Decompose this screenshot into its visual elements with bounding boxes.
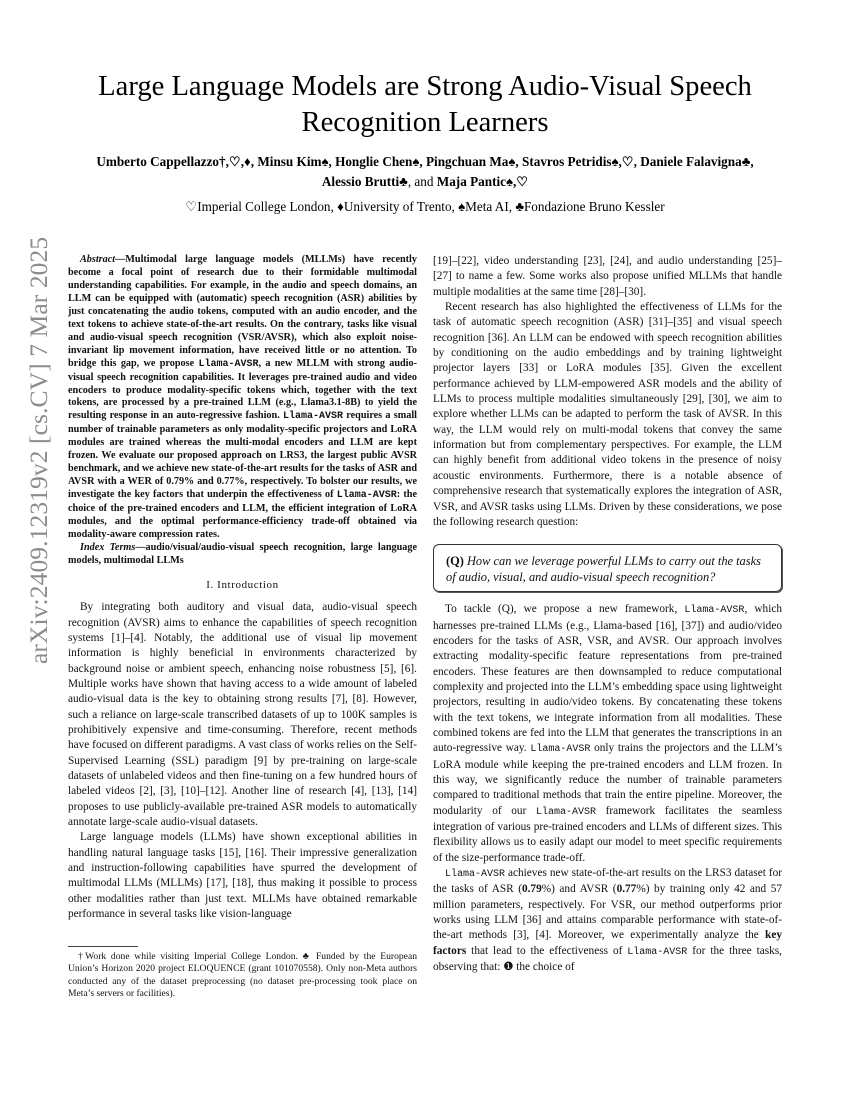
arxiv-stamp-sidebar xyxy=(18,236,60,664)
index-terms xyxy=(68,542,417,568)
abstract-label: Abstract xyxy=(80,254,116,265)
p5-text-e: %) by training only 42 and 57 million parameters, respectively. For VSR, our method outperforms prior works using LLM [36] and attains comparable performance with state-of-the-art methods [3], [4]. Moreover, we experimentally analyze the xyxy=(433,883,782,942)
paper-title: Large Language Models are Strong Audio-Visual Speech Recognition Learners xyxy=(98,71,752,138)
affiliations: ♡Imperial College London, ♦University of Trento, ♠Meta AI, ♣Fondazione Bruno Kessler xyxy=(185,199,665,214)
intro-paragraph-3: Recent research has also highlighted the effectiveness of LLMs for the task of automatic speech recognition (ASR) [31]–[35] and visual speech recognition [36]. An LLM can be endowed with speech recognition abilities by conditioning on the audio embeddings and by training lightweight projector layers [33] or LoRA modules [35]. Given the excellent performance achieved by LLM-empowered ASR models and the ability of LLMs to process multiple modalities simultaneously [29], [30], we aim to explore whether LLMs can be adapted to perform the task of AVSR. In this way, the LLM would rely on multi-modal tokens that convey the same information but from complementary perspectives. For example, the LLM can highly benefit from additional video tokens in the presence of noisy acoustic environments. Furthermore, there is a notable absence of comprehensive research that systematically explores the integration of ASR, VSR, and AVSR tasks using LLMs. Driven by these considerations, we pose the following research question: xyxy=(433,301,782,528)
right-column xyxy=(433,254,782,975)
p5-code-2: Llama-AVSR xyxy=(627,946,688,958)
question-text: How can we leverage powerful LLMs to carry out the tasks of audio, visual, and audio-visual speech recognition? xyxy=(446,554,761,585)
question-label: (Q) xyxy=(446,554,464,569)
research-question-box xyxy=(433,544,782,592)
index-terms-label: Index Terms xyxy=(80,541,136,553)
p5-text-h: for the three tasks, observing that: ❶ the choice of xyxy=(433,944,783,974)
footnote xyxy=(68,951,417,1000)
abstract-text-3: requires a small number of trainable parameters as only modality-specific projectors and LoRA modules are trained whereas the multi-modal encoders and LLM are kept frozen. We evaluate our proposed approach on LRS3, the largest public AVSR benchmark, and we achieve new state-of-the-art results for the tasks of ASR and AVSR with a WER of 0.79% and 0.77%, respectively. To bolster our results, we investigate the key factors that underpin the effectiveness of xyxy=(68,410,417,501)
arxiv-identifier: arXiv:2409.12319v2 [cs.CV] 7 Mar 2025 xyxy=(24,236,53,664)
section-heading: I. Introduction xyxy=(206,578,279,591)
abstract-code-3: Llama-AVSR xyxy=(336,490,397,502)
p4-code-1: Llama-AVSR xyxy=(684,605,745,617)
intro-paragraph-continued: [19]–[22], video understanding [23], [24], and audio understanding [25]–[27] to name a few. Some works also propose unified MLLMs that handle multiple modalities at the same time [28]–[30]. xyxy=(433,255,782,298)
p4-text-a: To tackle (Q), we propose a new framework, xyxy=(445,603,685,616)
footnote-text: †Work done while visiting Imperial College London. ♣ Funded by the European Union’s Horizon 2020 project ELOQUENCE (grant 101070558). Only non-Meta authors conducted any of the dataset preprocessing (no dataset pre-processing took place on Meta’s servers or facilities). xyxy=(68,951,417,999)
p4-code-2: Llama-AVSR xyxy=(530,744,591,756)
p4-code-3: Llama-AVSR xyxy=(535,806,596,818)
p5-code-1: Llama-AVSR xyxy=(445,869,506,881)
abstract-text-1: —Multimodal large language models (MLLMs) have recently become a focal point of research due to their formidable multimodal understanding capabilities. For example, in the audio and speech domains, an LLM can be equipped with (automatic) speech recognition (ASR) abilities by just concatenating the audio tokens, computed with an audio encoder, and the text tokens to achieve state-of-the-art results. On the contrary, tasks like visual and audio-visual speech recognition (VSR/AVSR), which also exploit noise-invariant lip movement information, have received little or no attention. To bridge this gap, we propose xyxy=(68,254,417,369)
intro-paragraph-2: Large language models (LLMs) have shown exceptional abilities in handling natural language tasks [15], [16]. Their impressive generalization and instruction-following capabilities have spurred the development of multimodal LLMs (MLLMs) [17], [18], thus making it possible to process other modalities rather than just text. MLLMs have obtained remarkable performance in several tasks like vision-language xyxy=(68,831,417,921)
author-line-2 xyxy=(60,172,790,192)
p5-text-c: %) and AVSR ( xyxy=(541,883,617,896)
intro-paragraph-5 xyxy=(433,866,782,975)
p5-asr-wer: 0.79 xyxy=(521,883,542,896)
p4-text-d: framework facilitates the seamless integration of various pre-trained encoders and LLMs of different sizes. This flexibility allows us to easily adapt our model to meet specific requirements of the size-performance trade-off. xyxy=(433,804,782,864)
p5-text-g: that lead to the effectiveness of xyxy=(466,944,628,957)
p5-text-a: achieves new state-of-the-art results on the LRS3 dataset for the tasks of ASR ( xyxy=(433,867,782,896)
abstract-text-4: : the choice of the pre-trained encoders and LLM, the efficient integration of LoRA modules, and the optimal performance-efficiency trade-off obtained via modality-aware compression rates. xyxy=(68,489,417,541)
left-column xyxy=(68,254,417,922)
p4-text-c: only trains the projectors and the LLM’s LoRA module while keeping the pre-trained encoders and LLM frozen. In this way, we significantly reduce the number of trainable parameters compared to traditional methods that train the entire pipeline. Moreover, the modularity of our xyxy=(433,742,782,817)
index-terms-text: —audio/visual/audio-visual speech recognition, large language models, multimodal LLMs xyxy=(68,541,417,566)
author-pantic: Maja Pantic♠,♡ xyxy=(436,174,529,189)
p4-text-b: , which harnesses pre-trained LLMs (e.g., Llama-based [16], [37]) and audio/video encoders for the tasks of ASR, VSR, and AVSR. Our approach involves extracting modality-specific feature representations from pre-trained encoders. These features are then downsampled to reduce computational complexity and projected into the LLM’s embedding space using lightweight projectors, resulting in audio/video tokens. By concatenating these tokens with the text tokens, we integrate information from all modalities. These combined tokens are fed into the LLM that generates the transcriptions in an auto-regressive way. xyxy=(433,603,782,755)
abstract-text-2: , a new MLLM with strong audio-visual speech recognition capabilities. It leverages pre-trained audio and video encoders to produce modality-specific tokens which, together with the text tokens, are processed by a pre-trained LLM (e.g., Llama3.1-8B) to yield the resulting response in an auto-regressive fashion. xyxy=(68,357,417,422)
author-line-1: Umberto Cappellazzo†,♡,♦, Minsu Kim♠, Honglie Chen♠, Pingchuan Ma♠, Stavros Petridis♠,♡, Daniele Falavigna♣, xyxy=(96,154,754,169)
p5-key-factors: key factors xyxy=(433,929,782,957)
abstract-code-1: Llama-AVSR xyxy=(198,358,259,370)
author-brutti: Alessio Brutti♣ xyxy=(321,174,408,189)
p5-avsr-wer: 0.77 xyxy=(616,883,637,896)
author-separator: , and xyxy=(407,174,437,189)
abstract-code-2: Llama-AVSR xyxy=(283,411,344,423)
footnote-rule xyxy=(68,946,138,947)
author-list xyxy=(60,152,790,192)
intro-paragraph-1: By integrating both auditory and visual data, audio-visual speech recognition (AVSR) aims to enhance the capabilities of speech recognition systems [1]–[4]. Notably, the additional use of visual lip movement information is highly beneficial in environments characterized by background noise or ambient speech, enhancing noise robustness [5], [6]. Multiple works have shown that having access to a wide amount of labeled audio-visual data is the key to obtaining strong results [7], [8]. However, such a reliance on large-scale transcribed datasets of up to 100K samples is prohibitively expensive and time-consuming. Therefore, recent methods have focused on different paradigms. A vast class of works relies on the Self-Supervised Learning (SSL) paradigm [9] by pre-training on large-scale datasets of unlabeled videos and then fine-tuning on a few hundred hours of labeled videos [2], [3], [10]–[12]. Another line of research [4], [13], [14] proposes to use publicly-available pre-trained ASR models to automatically annotate large-scale audio-visual datasets. xyxy=(68,601,417,829)
abstract xyxy=(68,254,417,542)
intro-paragraph-4 xyxy=(433,602,782,866)
